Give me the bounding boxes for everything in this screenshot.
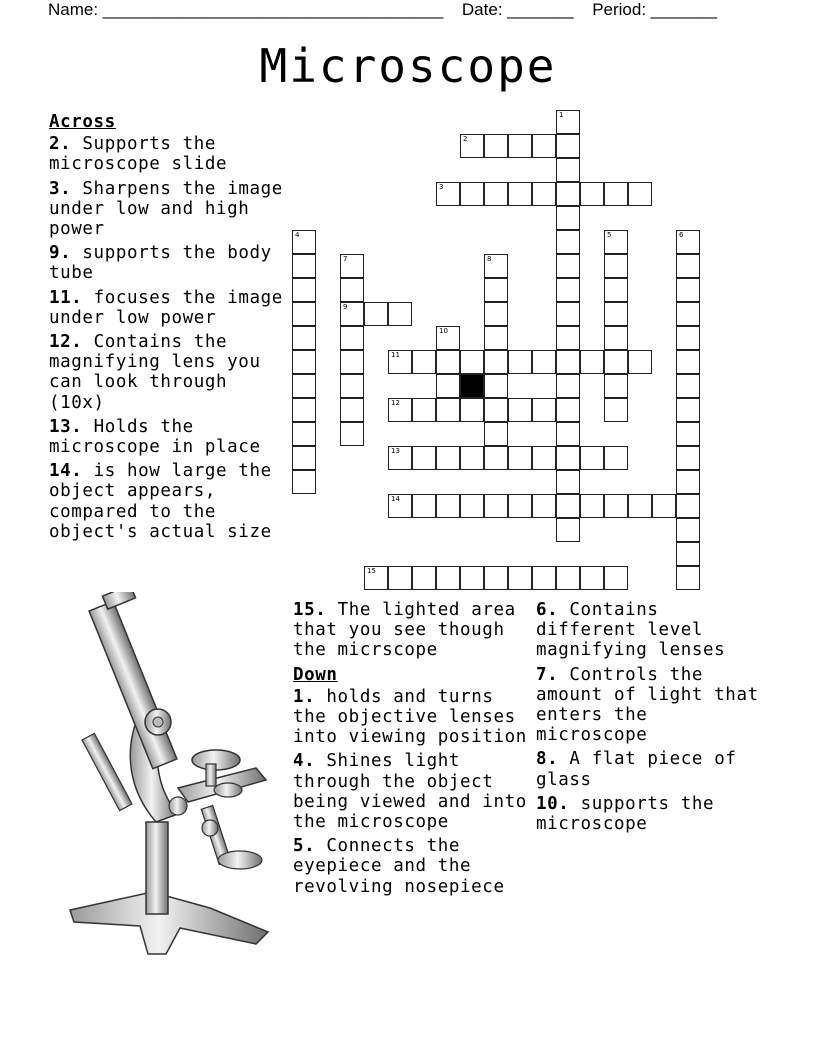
grid-cell[interactable]	[580, 566, 604, 590]
grid-cell[interactable]	[388, 302, 412, 326]
grid-cell[interactable]	[556, 134, 580, 158]
grid-cell[interactable]	[340, 398, 364, 422]
clue-across-3: 3. Sharpens the image under low and high power	[49, 178, 283, 240]
grid-cell[interactable]	[412, 398, 436, 422]
grid-cell[interactable]	[556, 158, 580, 182]
clue-down-5: 5. Connects the eyepiece and the revolving nosepiece	[293, 836, 505, 897]
grid-cell[interactable]	[556, 254, 580, 278]
grid-cell-number: 7	[343, 255, 348, 263]
grid-cell[interactable]	[676, 278, 700, 302]
grid-cell[interactable]	[388, 350, 412, 374]
grid-cell[interactable]	[604, 398, 628, 422]
grid-cell[interactable]	[340, 422, 364, 446]
grid-cell[interactable]	[676, 422, 700, 446]
grid-cell[interactable]	[556, 110, 580, 134]
grid-cell[interactable]	[292, 398, 316, 422]
grid-cell[interactable]	[292, 230, 316, 254]
grid-cell-number: 12	[391, 399, 400, 407]
grid-cell[interactable]	[676, 518, 700, 542]
grid-cell[interactable]	[508, 566, 532, 590]
clue-across-11: 11. focuses the image under low power	[49, 287, 283, 328]
across-clues-column	[49, 112, 289, 546]
grid-cell[interactable]	[484, 494, 508, 518]
grid-cell[interactable]	[604, 278, 628, 302]
grid-cell-number: 2	[463, 135, 468, 143]
grid-cell[interactable]	[436, 350, 460, 374]
grid-cell[interactable]	[436, 398, 460, 422]
right-clues-column	[536, 600, 764, 838]
grid-cell[interactable]	[292, 302, 316, 326]
grid-cell[interactable]	[460, 398, 484, 422]
grid-cell[interactable]	[292, 350, 316, 374]
grid-cell[interactable]	[292, 470, 316, 494]
grid-cell[interactable]	[676, 398, 700, 422]
grid-cell[interactable]	[340, 374, 364, 398]
grid-cell[interactable]	[604, 230, 628, 254]
grid-cell[interactable]	[556, 374, 580, 398]
grid-cell[interactable]	[532, 134, 556, 158]
grid-block-cell	[460, 374, 484, 398]
grid-cell[interactable]	[292, 326, 316, 350]
grid-cell[interactable]	[532, 566, 556, 590]
grid-cell[interactable]	[580, 350, 604, 374]
grid-cell[interactable]	[292, 422, 316, 446]
grid-cell[interactable]	[460, 182, 484, 206]
grid-cell[interactable]	[340, 326, 364, 350]
grid-cell[interactable]	[604, 374, 628, 398]
grid-cell[interactable]	[676, 566, 700, 590]
grid-cell[interactable]	[556, 398, 580, 422]
grid-cell[interactable]	[508, 182, 532, 206]
clue-across-13: 13. Holds the microscope in place	[49, 416, 261, 458]
grid-cell[interactable]	[676, 470, 700, 494]
clue-across-12: 12. Contains the magnifying lens you can look through (10x)	[49, 332, 261, 413]
grid-cell[interactable]	[484, 398, 508, 422]
grid-cell[interactable]	[556, 470, 580, 494]
grid-cell[interactable]	[388, 398, 412, 422]
grid-cell[interactable]	[652, 494, 676, 518]
grid-cell[interactable]	[484, 374, 508, 398]
grid-cell[interactable]	[676, 374, 700, 398]
grid-cell-number: 6	[679, 231, 684, 239]
grid-cell[interactable]	[556, 182, 580, 206]
grid-cell[interactable]	[484, 182, 508, 206]
grid-cell[interactable]	[532, 494, 556, 518]
grid-cell[interactable]	[292, 446, 316, 470]
grid-cell[interactable]	[460, 494, 484, 518]
grid-cell[interactable]	[676, 542, 700, 566]
grid-cell[interactable]	[340, 302, 364, 326]
grid-cell[interactable]	[604, 326, 628, 350]
date-field[interactable]: Date: _______	[461, 0, 574, 19]
grid-cell-number: 1	[559, 111, 564, 119]
grid-cell[interactable]	[556, 566, 580, 590]
grid-cell[interactable]	[628, 494, 652, 518]
grid-cell[interactable]	[484, 302, 508, 326]
grid-cell[interactable]	[508, 446, 532, 470]
grid-cell[interactable]	[412, 350, 436, 374]
grid-cell[interactable]	[292, 254, 316, 278]
grid-cell-number: 9	[343, 303, 348, 311]
worksheet-header	[48, 0, 731, 20]
grid-cell-number: 14	[391, 495, 400, 503]
clue-down-8: 8. A flat piece of glass	[536, 749, 737, 790]
grid-cell-number: 3	[439, 183, 444, 191]
grid-cell[interactable]	[532, 398, 556, 422]
grid-cell-number: 11	[391, 351, 400, 359]
clue-across-9: 9. supports the body tube	[49, 243, 272, 284]
grid-cell-number: 5	[607, 231, 612, 239]
grid-cell[interactable]	[556, 446, 580, 470]
middle-clues-column	[293, 600, 529, 901]
grid-cell[interactable]	[292, 278, 316, 302]
grid-cell[interactable]	[676, 230, 700, 254]
grid-cell[interactable]	[460, 134, 484, 158]
grid-cell[interactable]	[508, 494, 532, 518]
grid-cell[interactable]	[292, 374, 316, 398]
grid-cell[interactable]	[676, 254, 700, 278]
grid-cell[interactable]	[532, 182, 556, 206]
clue-down-10: 10. supports the microscope	[536, 793, 715, 835]
grid-cell[interactable]	[628, 350, 652, 374]
grid-cell[interactable]	[604, 446, 628, 470]
grid-cell[interactable]	[556, 350, 580, 374]
grid-cell[interactable]	[580, 182, 604, 206]
grid-cell[interactable]	[532, 446, 556, 470]
grid-cell[interactable]	[556, 302, 580, 326]
grid-cell[interactable]	[508, 398, 532, 422]
grid-cell[interactable]	[484, 446, 508, 470]
grid-cell[interactable]	[412, 494, 436, 518]
grid-cell[interactable]	[388, 494, 412, 518]
grid-cell[interactable]	[436, 326, 460, 350]
grid-cell-number: 10	[439, 327, 448, 335]
grid-cell[interactable]	[340, 254, 364, 278]
grid-cell[interactable]	[508, 350, 532, 374]
grid-cell[interactable]	[412, 566, 436, 590]
grid-cell-number: 13	[391, 447, 400, 455]
grid-cell[interactable]	[556, 494, 580, 518]
grid-cell[interactable]	[484, 134, 508, 158]
clue-down-6: 6. Contains different level magnifying lenses	[536, 600, 726, 661]
grid-cell[interactable]	[460, 446, 484, 470]
grid-cell[interactable]	[436, 374, 460, 398]
grid-cell[interactable]	[556, 230, 580, 254]
grid-cell[interactable]	[484, 566, 508, 590]
grid-cell[interactable]	[436, 446, 460, 470]
period-field[interactable]: Period: _______	[592, 0, 717, 19]
grid-cell[interactable]	[676, 302, 700, 326]
grid-cell[interactable]	[460, 566, 484, 590]
grid-cell[interactable]	[556, 326, 580, 350]
grid-cell[interactable]	[556, 518, 580, 542]
grid-cell[interactable]	[484, 278, 508, 302]
grid-cell[interactable]	[604, 350, 628, 374]
grid-cell[interactable]	[604, 566, 628, 590]
grid-cell[interactable]	[556, 206, 580, 230]
grid-cell[interactable]	[580, 494, 604, 518]
clue-down-1: 1. holds and turns the objective lenses into viewing position	[293, 686, 527, 748]
grid-cell[interactable]	[676, 326, 700, 350]
grid-cell[interactable]	[556, 278, 580, 302]
across-heading: Across	[49, 112, 116, 132]
down-heading: Down	[293, 664, 338, 685]
grid-cell[interactable]	[628, 182, 652, 206]
grid-cell[interactable]	[436, 182, 460, 206]
grid-cell[interactable]	[508, 134, 532, 158]
grid-cell[interactable]	[676, 446, 700, 470]
grid-cell[interactable]	[436, 494, 460, 518]
grid-cell[interactable]	[604, 254, 628, 278]
grid-cell[interactable]	[364, 302, 388, 326]
grid-cell[interactable]	[532, 350, 556, 374]
clue-across-14: 14. is how large the object appears, compared to the object's actual size	[49, 461, 272, 542]
grid-cell[interactable]	[340, 350, 364, 374]
grid-cell[interactable]	[604, 302, 628, 326]
clue-across-15: 15. The lighted area that you see though the micrscope	[293, 600, 516, 661]
grid-cell[interactable]	[364, 566, 388, 590]
grid-cell[interactable]	[604, 182, 628, 206]
grid-cell[interactable]	[556, 422, 580, 446]
clue-down-7: 7. Controls the amount of light that enters the microscope	[536, 664, 759, 746]
grid-cell[interactable]	[580, 446, 604, 470]
microscope-illustration-icon	[60, 592, 270, 962]
grid-cell-number: 4	[295, 231, 300, 239]
grid-cell[interactable]	[340, 278, 364, 302]
grid-cell[interactable]	[484, 422, 508, 446]
grid-cell[interactable]	[436, 566, 460, 590]
clue-across-2: 2. Supports the microscope slide	[49, 134, 228, 175]
page-title: Microscope	[259, 39, 557, 93]
grid-cell[interactable]	[484, 326, 508, 350]
grid-cell[interactable]	[676, 350, 700, 374]
grid-cell[interactable]	[388, 446, 412, 470]
grid-cell[interactable]	[676, 494, 700, 518]
grid-cell[interactable]	[604, 494, 628, 518]
grid-cell-number: 15	[367, 567, 376, 575]
grid-cell[interactable]	[484, 254, 508, 278]
name-field[interactable]: Name: ____________________________________	[48, 0, 444, 19]
grid-cell[interactable]	[412, 446, 436, 470]
grid-cell[interactable]	[388, 566, 412, 590]
grid-cell[interactable]	[484, 350, 508, 374]
clue-down-4: 4. Shines light through the object being viewed and into the microscope	[293, 751, 527, 833]
grid-cell-number: 8	[487, 255, 492, 263]
grid-cell[interactable]	[460, 350, 484, 374]
